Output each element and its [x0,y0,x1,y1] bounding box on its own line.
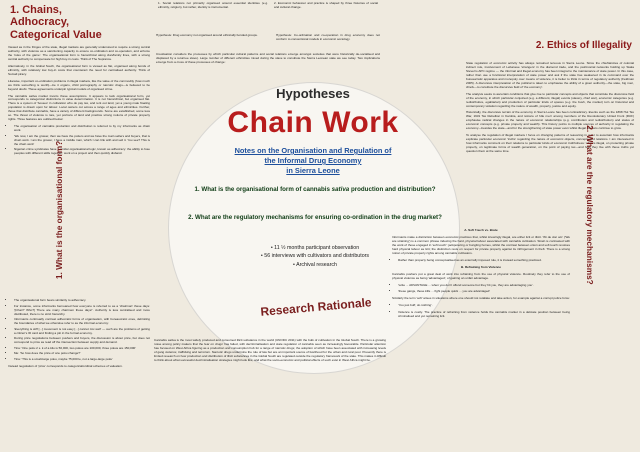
left-para-3: Likewise, important co-ordination problems in illegal markets, like the value of the commodity (how much we think something is worth)—be it organs, child pornography or narcotic drugs—is believed to be beyond doubt. These agreements underpin typical models of organised crime. [8,78,150,91]
method-item-2: • 56 interviews with cultivators and distributors [260,253,370,260]
section-b-close: Similarly the term 'soft' arises in situations where one should not retaliate and take action, for example against a corrupt police force: [392,295,570,300]
research-question-1-text: 1. What is the organisational form of cannabis sativa production and distribution? [194,186,436,193]
hypothesis-statement-1 [156,34,272,38]
list-item: • Nigerian crime syndicates have a similar organisational logic, known as adhocracy: the ability to fuse peoples with different skills together; work on a project and then quickly disband. [14,148,150,156]
list-item: • Rather than property being conceptualised as an externally imposed rule, it is instead something practiced. [398,258,570,262]
right-section-title [472,40,632,51]
subtitle-line-1: Notes on the Organisation and Regulation of [234,146,392,155]
hypothesis-box-1 [158,2,268,10]
right-para-1: State regulation of economic activity has always remained tenuous in Sierra Leone. Since the chieftaincies of colonial indirect rule, involvement of Lebanese 'strangers' in the diamond trade, and the patrimonial networks holding up Siaka Steven's APC regime — the informal and illegal economy has been integral to the maintenance of state power. In this case, rather than use a functional interpretation of state power and ask if the state has weakened in its command over the bureaucratic apparatus and monopoly over means of violence, it is better to think in terms of regulatory authority (Feldman 2005). A discursive interpretation of the political is taken to emphasise the ability of a given authority—the state, big men, chiefs—to constitute the discursive field of 'the economy'. [466,61,634,89]
research-question-2 [186,214,444,222]
left-para-4: The cannabis sativa market inverts these assumptions. It appears to lack organisational form, yet corresponds to categorical distinctions in value determination. It is not hierarchical, but organised flat. There is a system of 'bosses' in cultivation who do pay tax, and rent out land, yet a young male floating population is drawn upon for labour. Local owners cut across a range of ages and ethnicities. Further, those that distribute cannabis, have a variety of different backgrounds. Some are established, some less so. The threat of violence is rare, yet portions of land and practice strong notions of private property rights. Three features are outlined below: [8,93,150,122]
section-a-bullets [392,258,570,262]
list-item: • The organisation of cannabis production and distribution is referred to by my informants as chain work. [14,125,150,133]
right-para-4: To analyse the regulation of illegal markets I focus on changing patterns of reasoning in order to ascertain how informants explicate particular economic 'truths' regarding the nature of economic objects, concepts and relations. I am interested in how informants comment on their relations to particular kinds of economic truthfulness: what is illegal, on protecting private property, on legitimate forms of wealth generation, on the point of paying tax—and how they live with these truths yet question them at the same time. [466,133,634,154]
creolisation-paragraph [156,52,380,64]
method-item-3-label: Archival research [296,261,337,268]
method-item-1-label: 11 ½ months participant observation [274,245,360,251]
hypotheses-label: Hypotheses [276,86,350,101]
left-para-2: Alternatively, in the Global South, the organisational form is viewed as flat, organised along bonds of ethnicity, with relatively low buy-in costs that counteract the need for centralised authority. Think of Somali piracy. [8,63,150,76]
section-b-body: Cannabis pushers put a great deal of work into refraining from the use of physical violence. Routinely they refer to the use of physical violence as being 'advantaged', of gaining an unfair advantage. [392,272,570,281]
list-item: • 'these gangs, these kills ... fight people quick ... you are advantaged' [398,289,570,293]
left-section-title [10,4,130,41]
method-item-2-label: 56 interviews with cultivators and distributors [264,253,370,260]
right-para-2: The analysis seeks to ascertain conditions that give rise to particular concepts and objects that constitute the discursive field of the economy, in which particular conjoined (e.g. a different, illegal) events (slavery, chief war), economic categories (e.g. redistributive, egalitarian) and production of particular kinds of spaces (e.g. the bush, the market) turn on historical and contemporary violation regarding the nature of wealth, property, justice and equity. [466,91,634,108]
left-title-line3: Categorical Value [10,28,102,41]
left-title-line1: 1. Chains, [10,4,62,16]
hypothesis-statement-2 [276,34,380,42]
list-item: • Violence is costly. The practice of refraining from violence holds the cannabis market in a delicate position between being criminalised and yet remaining licit. [398,310,570,318]
list-item: • 'We now, I am the grower, then we have the potters and we have the main sellers and buyers, that is chain work. I am the grower, I have a middle man, which I can link with and sell it. You see? This is the chain work' [14,135,150,147]
list-item: • For instance, some informants bemoaned how everyone is referred to as a 'chairman' these days: '[Chair? Who?] There are many chairmen these days!'. Authority is less centralised and more distributed, there is no strict hierarchy. [14,304,150,316]
list-item: • 'Everything is stiff [...] movement is not easy [...] cannot mix well' — such are the problems of getting a citizen's ID card and finding a job in the formal economy. [14,327,150,335]
list-item: • During price negotiations between pushers and buyers, the discussion is about price, but does not correspond to price as read off the intersection between supply and demand. [14,336,150,344]
left-bullet-list [8,125,150,156]
list-item: • Tina: 'One poku 2 s. k of a kilo is 50,000, two pokus are 100,000, three pokus are 150,000' [14,346,150,350]
left-title-line2: Adhocracy, [10,16,70,29]
hypothesis-box-2 [274,2,378,10]
hypothesis-statement-2-text: Hypothesis: Co-ordination and co-operation in drug economy does not conform to conventional models in economic sociology. [276,33,380,41]
left-closing-note: Instead negotiation of 'price' corresponds to categorical/ordinal schemes of valuation. [8,363,123,368]
bottom-centre-body [154,338,386,365]
list-item: • Informants continually contrast adhocratic forms of organisation, with bureaucratic ones, delimiting the boundaries of what we otherwise refer to as the informal economy: [14,317,150,325]
left-bullet-list-lower [8,298,150,361]
poster-subtitle [178,146,448,176]
method-item-1: • 11 ½ months participant observation [270,245,360,251]
section-b-close-quote [392,303,570,307]
page-title: Chain Work [227,106,399,139]
list-item: • The organisational form bears similarity to adhocracy. [14,298,150,302]
research-rationale-heading: Research Rationale [259,295,373,319]
right-para-3: Historically, the discursive terrain of the economy in Sierra Leone has been contradictory. Events such as the 1898 Hut Tax War, 1931 Tax Rebellion in Kambia, and notions of 'idle men' among members of the Revolutionary United Front (RUF) emphasise radical changes in the nature of economic relationships (e.g. contribution and redistribution) and status of economic concepts (e.g. private property and wealth). This history points to multiple sources of authority in regulating the economy—besides the state—and for the strengthening of state power even whilst illegal markets continue to grow. [466,110,634,131]
section-a-title: A. Soft Touch vs. Brute [464,228,498,232]
bottom-centre-para-1: Cannabis sativa is the most widely produced and consumed illicit substance in the world (UNODC 2011) with the bulk of cultivation in the Global South. There is a growing noise among policy makers that the fear on drugs' has failed, with decriminalisation and state regulation of cannabis seen as increasingly favourable. Particular attention has focused on West Africa figuring as a production and consumption hub for a range of narcotic drugs; the adoption of which have been associated with increasing levels of gang violence; trafficking and terrorism. Narcotic drugs undermine the rule of law but are an important source of livelihood for the urban and rural poor. Presently there is limited research on how production and distribution of illicit substances in the Global South are regulated outside the regulatory framework of the state. This makes it difficult to think about what successful decriminalisation strategies might look like, and what the socio-economic and political effects of such exist in West Africa might be. [154,338,386,363]
right-title-line1: 2. Ethics of Illegality [535,40,632,51]
section-b-title: B. Refraining from Violence [461,265,501,270]
hypothesis-box-1-text: 1. Social relations not primarily organised around essential identities (e.g. ethnicity, religion), but rather, identity is instrumental. [158,1,268,9]
left-column-lower [8,298,150,371]
method-item-3: • Archival research [293,261,337,268]
list-item: • Me: 'So how does the price of one poku change?' [14,351,150,355]
rotated-question-right: 2. What are the regulatory mechanisms? [585,125,595,285]
hypothesis-statement-1-text: Hypothesis: Drug economy not organised around ethnically bonded groups. [156,33,258,37]
right-column-body [466,62,634,157]
section-a-body: Informants make a distinction between economic practices that, whilst knowingly illegal, are either licit or illicit. 'Wi de don am' ('We are straining') is a common phrase indexing the hard, physical labour associated with cannabis cultivation. Strain is contrasted with the work of those engaged in 'soft touch': jackpotering or bungling homes, whilst the contrast between onion and soft touch revolves hard physical labour as licit; the distinction rests on respect for private property against its infringement in theft. There is a strong notion of private property rights among cannabis cultivators. [392,235,570,256]
research-question-1 [190,186,440,194]
hypothesis-box-2-text: 2. Economic behaviour and practice is shaped by three histories of social and cultural change. [274,1,378,9]
subtitle-line-2: the Informal Drug Economy [264,155,362,165]
subtitle-line-3: in Sierra Leone [286,165,340,175]
creolisation-text: Creolisation considers the processes by which particular cultural patterns and social relations emerge amongst societies that were historically de-socialised and displaced by a returnee slave). Large number of different ethnicities mixed during the slave to constitute the Sierra Leonean state we see today. Two implications emerge from a cross of these processes of change: [156,52,380,65]
right-column-lower [392,228,570,321]
rotated-question-left: 1. What is the organisational form? [54,140,64,280]
research-question-2-text: 2. What are the regulatory mechanisms for ensuring co-ordination in the drug market? [188,214,442,221]
list-item: • 'You just buff, do nothing'. [398,303,570,307]
section-b-quotes [392,283,570,293]
list-item: • Tina: 'This is a small-large poku, maybe 75,000 le, not a large-large poku' [14,357,150,361]
list-item: • 'write ... ADVANTAGE ... when you don't offend someone but they hit you, they are advantaging you'. [398,283,570,287]
left-para-1: Viewed as in the fringes of the state, illegal markets are generally understood to require a strong central authority, with violence as a sanctioning capacity to ensure co-ordination and co-operation, and enforce the 'rules of the game'. The organisational form is hierarchical along clan/family lines, with a strong central authority to compensate for high buy-in costs. Think of The Sopranos. [8,45,150,61]
section-b-final-bullet [392,310,570,318]
left-column-body [8,46,150,159]
